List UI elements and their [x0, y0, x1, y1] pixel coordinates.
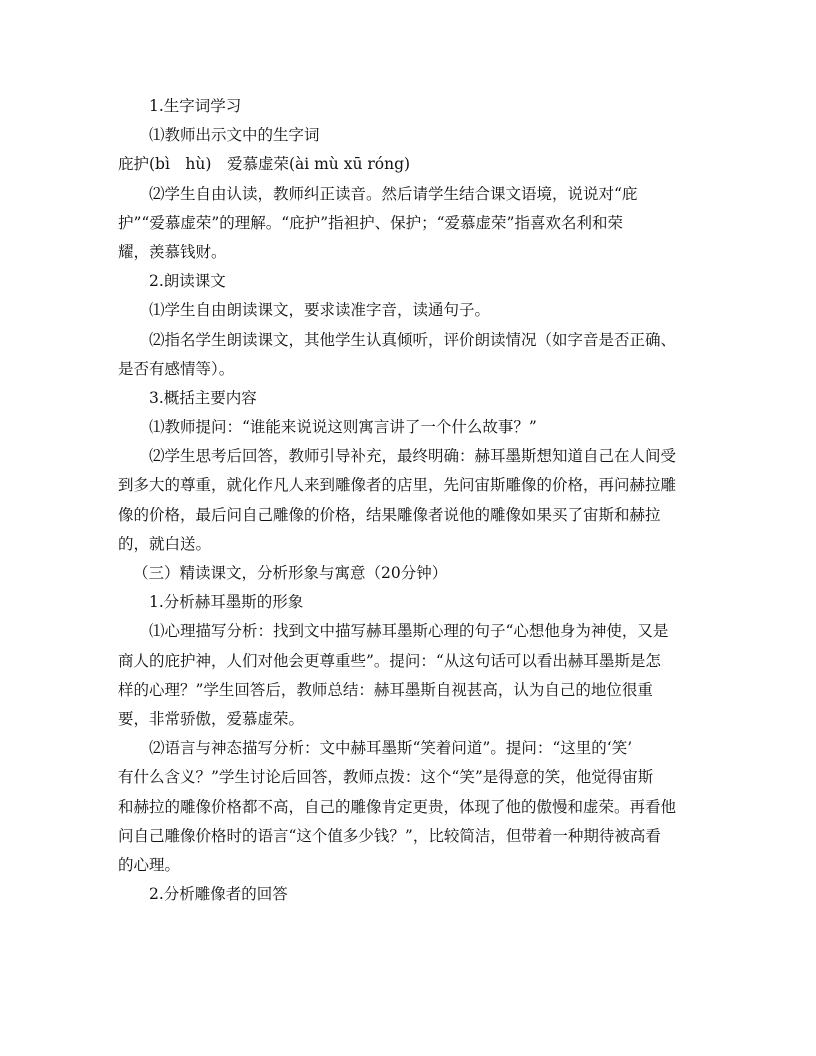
- text-line: 像的价格，最后问自己雕像的价格，结果雕像者说他的雕像如果买了宙斯和赫拉: [118, 505, 661, 524]
- text-line: 的心理。: [118, 855, 181, 874]
- text-line: ⑴心理描写分析：找到文中描写赫耳墨斯心理的句子“心想他身为神使，又是: [149, 622, 669, 641]
- text-line: 2.分析雕像者的回答: [149, 885, 288, 904]
- text-line: 1.生字词学习: [149, 97, 242, 115]
- text-line: ⑵指名学生朗读课文，其他学生认真倾听，评价朗读情况（如字音是否正确、: [149, 330, 677, 349]
- text-line: 是否有感情等）。: [118, 359, 235, 378]
- text-line: ⑴学生自由朗读课文，要求读准字音，读通句子。: [149, 301, 491, 320]
- text-line: 商人的庇护神，人们对他会更尊重些”。提问：“从这句话可以看出赫耳墨斯是怎: [118, 651, 661, 670]
- text-line: 的，就白送。: [118, 534, 212, 553]
- text-line: 到多大的尊重，就化作凡人来到雕像者的店里，先问宙斯雕像的价格，再问赫拉雕: [118, 476, 677, 495]
- text-line: 2.朗读课文: [149, 272, 226, 291]
- document-page: [118, 92, 688, 909]
- text-line: 样的心理？”学生回答后，教师总结：赫耳墨斯自视甚高，认为自己的地位很重: [118, 680, 653, 699]
- text-line: 庇护(bì hù) 爱慕虚荣(ài mù xū róng): [118, 155, 411, 174]
- text-line: 要，非常骄傲，爱慕虚荣。: [118, 709, 305, 728]
- text-line: 有什么含义？”学生讨论后回答，教师点拨：这个“笑”是得意的笑，他觉得宙斯: [118, 768, 654, 787]
- text-line: 3.概括主要内容: [149, 388, 257, 407]
- text-line: ⑴教师提问：“谁能来说说这则寓言讲了一个什么故事？”: [149, 418, 537, 437]
- text-line: ⑵学生思考后回答，教师引导补充，最终明确：赫耳墨斯想知道自己在人间受: [149, 447, 677, 466]
- section-heading: （三）精读课文，分析形象与寓意（20分钟）: [133, 564, 448, 582]
- text-line: ⑵语言与神态描写分析：文中赫耳墨斯“笑着问道”。提问：“这里的‘笑’: [149, 739, 633, 758]
- text-line: 和赫拉的雕像价格都不高，自己的雕像肯定更贵，体现了他的傲慢和虚荣。再看他: [118, 797, 677, 816]
- text-line: 问自己雕像价格时的语言“这个值多少钱？”，比较简洁，但带着一种期待被高看: [118, 826, 661, 845]
- text-line: 耀，羡慕钱财。: [118, 242, 227, 261]
- text-line: ⑵学生自由认读，教师纠正读音。然后请学生结合课文语境，说说对“庇: [149, 184, 638, 203]
- text-line: 1.分析赫耳墨斯的形象: [149, 593, 304, 612]
- text-line: ⑴教师出示文中的生字词: [149, 126, 320, 145]
- text-line: 护”“爱慕虚荣”的理解。“庇护”指袒护、保护；“爱慕虚荣”指喜欢名利和荣: [118, 213, 623, 232]
